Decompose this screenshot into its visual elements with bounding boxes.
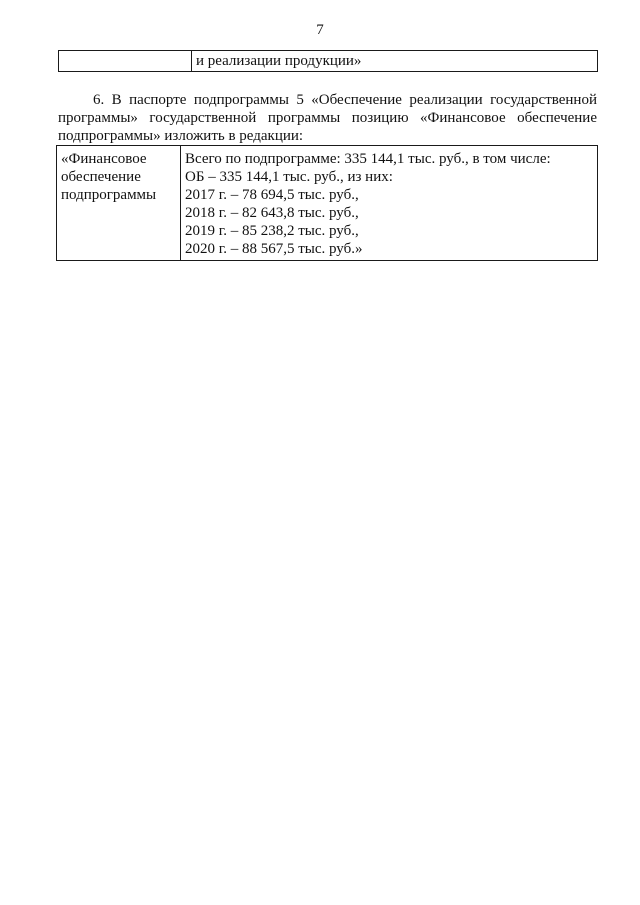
table-cell-right: и реализации продукции» — [192, 51, 598, 72]
table-cell-left — [59, 51, 192, 72]
year-line-2019: 2019 г. – 85 238,2 тыс. руб., — [185, 223, 359, 239]
page-number: 7 — [316, 22, 324, 38]
financing-value-cell — [181, 146, 598, 261]
year-line-2018: 2018 г. – 82 643,8 тыс. руб., — [185, 205, 359, 221]
amendment-paragraph: 6. В паспорте подпрограммы 5 «Обеспечение реализации государственной программы» государственной программы позицию «Финансовое обеспечение подпрограммы» изложить в редакции: — [58, 92, 597, 144]
label-line: подпрограммы — [61, 187, 157, 203]
table-row — [57, 146, 598, 261]
total-line: Всего по подпрограмме: 335 144,1 тыс. руб., в том числе: — [185, 151, 551, 167]
label-line: обеспечение — [61, 169, 141, 185]
financing-table — [56, 145, 598, 261]
table-row — [59, 51, 598, 72]
year-line-2020: 2020 г. – 88 567,5 тыс. руб.» — [185, 241, 363, 257]
financing-label-cell — [57, 146, 181, 261]
continued-table — [58, 50, 598, 72]
ob-line: ОБ – 335 144,1 тыс. руб., из них: — [185, 169, 393, 185]
label-line: «Финансовое — [61, 151, 147, 167]
year-line-2017: 2017 г. – 78 694,5 тыс. руб., — [185, 187, 359, 203]
